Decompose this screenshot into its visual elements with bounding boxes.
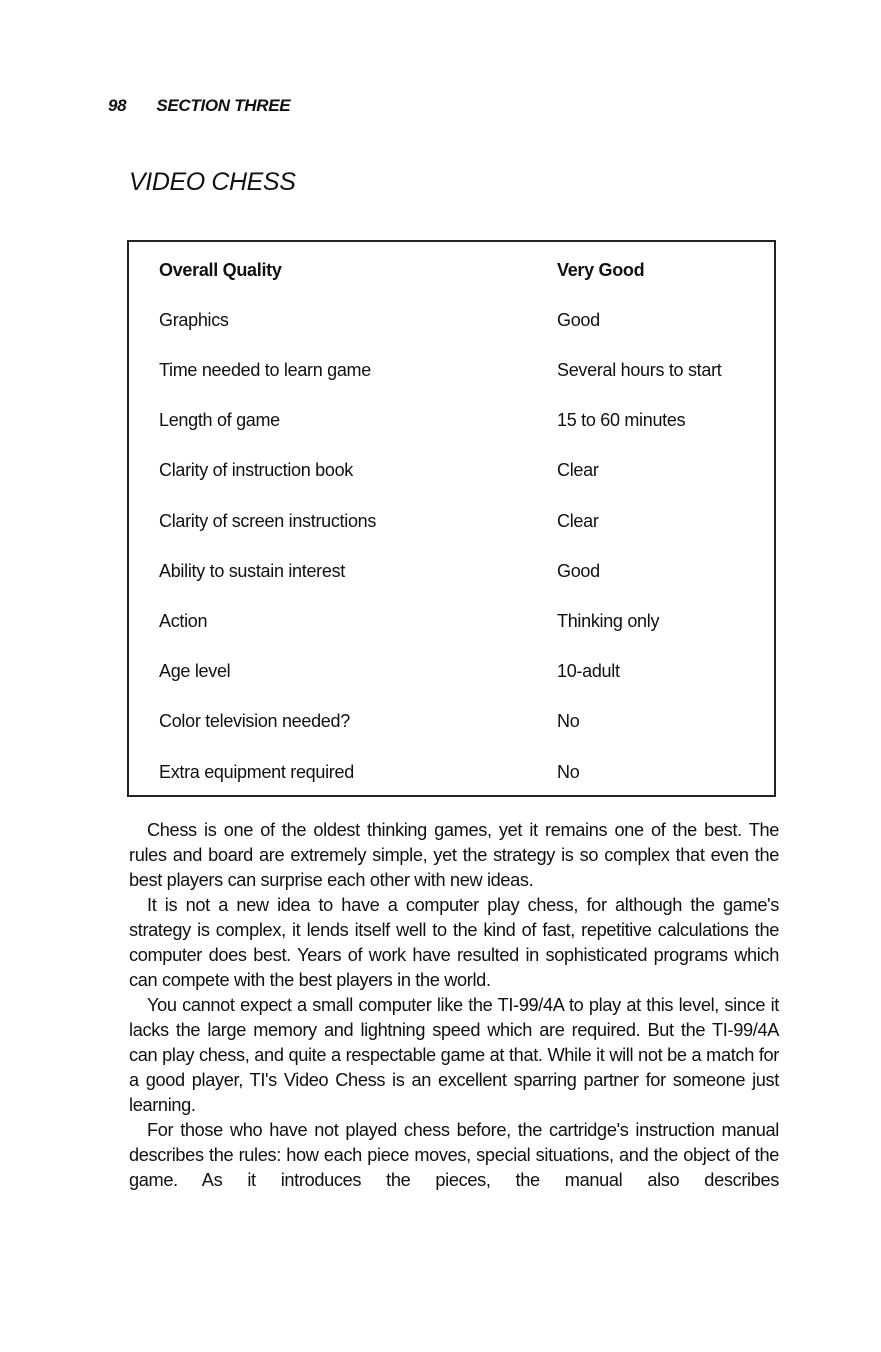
rating-value: Several hours to start (557, 360, 722, 380)
rating-label: Age level (159, 661, 231, 681)
rating-value: No (557, 762, 580, 782)
rating-row (129, 350, 774, 390)
rating-label: Length of game (159, 410, 280, 430)
rating-row (129, 551, 774, 591)
rating-value: 10-adult (557, 661, 620, 681)
rating-row (129, 450, 774, 490)
running-head (108, 96, 290, 116)
rating-value: Thinking only (557, 611, 660, 631)
rating-label: Clarity of screen instructions (159, 511, 377, 531)
rating-table (127, 240, 776, 797)
rating-row (129, 752, 774, 792)
rating-label: Ability to sustain interest (159, 561, 345, 581)
rating-row (129, 250, 774, 290)
page-number: 98 (108, 96, 127, 115)
rating-row (129, 651, 774, 691)
rating-label: Graphics (159, 310, 229, 330)
rating-row (129, 701, 774, 741)
rating-value: Good (557, 561, 600, 581)
rating-value: 15 to 60 minutes (557, 410, 686, 430)
rating-label: Color television needed? (159, 711, 350, 731)
rating-label: Extra equipment required (159, 762, 354, 782)
paragraph: You cannot expect a small computer like the TI-99/4A to play at this level, since it lacks the large memory and lightning speed which are required. But the TI-99/4A can play chess, and quite a respectable game at that. While it will not be a match for a good player, TI's Video Chess is an excellent sparring partner for someone just learning. (129, 995, 779, 1115)
paragraph: Chess is one of the oldest thinking games, yet it remains one of the best. The rules and board are extremely simple, yet the strategy is so complex that even the best players can surprise each other with new ideas. (129, 820, 779, 890)
section-label: SECTION THREE (156, 96, 291, 115)
rating-row (129, 501, 774, 541)
body-text (129, 818, 779, 1193)
rating-row (129, 601, 774, 641)
rating-row (129, 300, 774, 340)
rating-label: Time needed to learn game (159, 360, 371, 380)
rating-value: Clear (557, 460, 599, 480)
rating-label: Action (159, 611, 208, 631)
page-title: VIDEO CHESS (129, 168, 296, 196)
paragraph: It is not a new idea to have a computer play chess, for although the game's strategy is complex, it lends itself well to the kind of fast, repetitive calculations the computer does best. Years of work have resulted in sophisticated programs which can compete with the best players in the world. (129, 895, 779, 990)
rating-label: Overall Quality (159, 260, 282, 280)
rating-label: Clarity of instruction book (159, 460, 353, 480)
rating-row (129, 400, 774, 440)
rating-value: Good (557, 310, 600, 330)
rating-value: Clear (557, 511, 599, 531)
rating-value: Very Good (557, 260, 645, 280)
rating-value: No (557, 711, 580, 731)
paragraph: For those who have not played chess before, the cartridge's instruction manual describes the rules: how each piece moves, special situations, and the object of the game. As it introduces the pieces, the manual also describes (129, 1120, 779, 1190)
